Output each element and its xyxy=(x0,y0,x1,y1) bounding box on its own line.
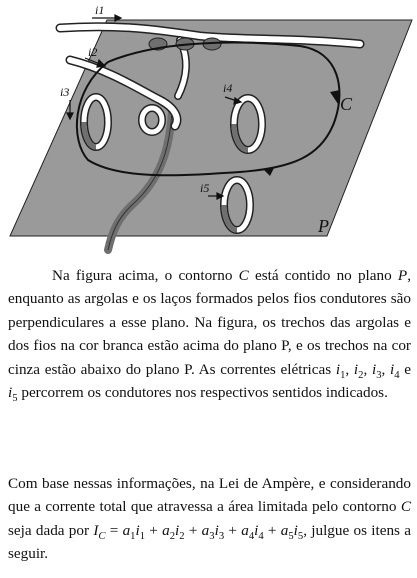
label-i1: i1 xyxy=(95,3,105,17)
label-contour-c: C xyxy=(340,94,353,114)
paragraph-2: Com base nessas informações, na Lei de Ampère, e considerando que a corrente total que atravessa a área limitada pelo contorno C seja dada por $I_C = a_1i_1 + a_2i_2 + a_3i_3 + a_4i_4 + a_5i_5$, julgue os itens a seguir. xyxy=(8,475,411,563)
label-i2: i2 xyxy=(88,45,98,59)
label-i5: i5 xyxy=(200,181,210,195)
label-i3: i3 xyxy=(60,85,70,99)
label-i4: i4 xyxy=(223,81,233,95)
paragraph-1: Na figura acima, o contorno C está contido no plano P, enquanto as argolas e os laços formados pelos fios condutores são perpendiculares a esse plano. Na figura, os trechos das argolas e dos fios na cor branca estão acima do plano P, e os trechos na cor cinza estão abaixo do plano P. As correntes elétricas $i_1$, $i_2$, $i_3$, $i_4$ e $i_5$ percorrem os condutores nos respectivos sentidos indicados. xyxy=(8,267,412,405)
label-plane-p: P xyxy=(318,216,329,236)
plane-p xyxy=(10,20,412,236)
circuit-figure xyxy=(0,0,417,260)
